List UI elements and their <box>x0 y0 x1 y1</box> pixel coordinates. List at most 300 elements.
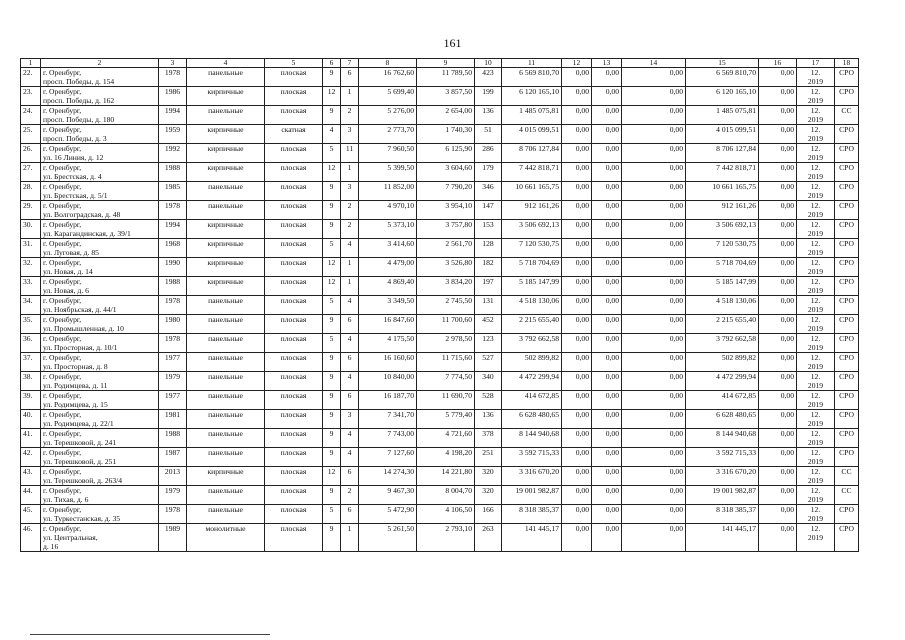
table-cell: 12. 2019 <box>797 125 835 144</box>
table-cell: 25. <box>21 125 41 144</box>
table-cell: 0,00 <box>622 391 686 410</box>
table-cell: 2 <box>341 220 359 239</box>
table-cell: 9 <box>323 106 341 125</box>
table-cell: 0,00 <box>759 315 797 334</box>
table-cell: 1986 <box>159 87 187 106</box>
table-cell: 1 <box>341 87 359 106</box>
table-cell: кирпичные <box>187 467 265 486</box>
table-cell: г. Оренбург, ул. Новая, д. 6 <box>41 277 159 296</box>
table-cell: 136 <box>475 106 502 125</box>
table-cell: 6 <box>341 315 359 334</box>
table-cell: 24. <box>21 106 41 125</box>
table-row <box>21 334 859 353</box>
table-cell: 4 <box>341 239 359 258</box>
table-cell: 5 <box>323 144 341 163</box>
table-cell: 9 467,30 <box>359 486 417 505</box>
table-cell: 1978 <box>159 68 187 87</box>
table-cell: 14 221,80 <box>417 467 475 486</box>
table-row <box>21 106 859 125</box>
table-cell: 199 <box>475 87 502 106</box>
table-cell: 0,00 <box>622 220 686 239</box>
table-cell: 1985 <box>159 182 187 201</box>
table-cell: 3 857,50 <box>417 87 475 106</box>
table-cell: 0,00 <box>562 296 592 315</box>
table-cell: 136 <box>475 410 502 429</box>
table-cell: 0,00 <box>592 144 622 163</box>
table-cell: 2 215 655,40 <box>502 315 562 334</box>
table-cell: 1 <box>341 277 359 296</box>
table-cell: 6 <box>341 353 359 372</box>
table-cell: 0,00 <box>759 182 797 201</box>
table-cell: 7 341,70 <box>359 410 417 429</box>
table-cell: плоская <box>265 429 323 448</box>
table-cell: 45. <box>21 505 41 524</box>
table-cell: плоская <box>265 220 323 239</box>
table-cell: 4 <box>341 372 359 391</box>
table-cell: 0,00 <box>562 410 592 429</box>
table-cell: СРО <box>835 220 859 239</box>
table-cell: 0,00 <box>622 163 686 182</box>
table-cell: 12. 2019 <box>797 182 835 201</box>
table-cell: 0,00 <box>759 372 797 391</box>
table-cell: 0,00 <box>622 144 686 163</box>
table-cell: кирпичные <box>187 144 265 163</box>
table-cell: 912 161,26 <box>502 201 562 220</box>
table-cell: 40. <box>21 410 41 429</box>
table-cell: 33. <box>21 277 41 296</box>
table-cell: 0,00 <box>759 467 797 486</box>
column-number-cell: 4 <box>187 59 265 68</box>
table-cell: 16 847,60 <box>359 315 417 334</box>
table-cell: 0,00 <box>622 258 686 277</box>
table-cell: 0,00 <box>759 68 797 87</box>
column-number-cell: 2 <box>41 59 159 68</box>
table-cell: СРО <box>835 296 859 315</box>
table-cell: г. Оренбург, ул. Ноябрьская, д. 44/1 <box>41 296 159 315</box>
table-cell: 1988 <box>159 163 187 182</box>
table-cell: 0,00 <box>759 505 797 524</box>
table-cell: 6 628 480,65 <box>502 410 562 429</box>
table-cell: кирпичные <box>187 277 265 296</box>
table-cell: 12. 2019 <box>797 353 835 372</box>
table-row <box>21 372 859 391</box>
table-cell: 0,00 <box>592 429 622 448</box>
table-cell: 12. 2019 <box>797 239 835 258</box>
table-cell: 0,00 <box>562 258 592 277</box>
table-cell: 7 790,20 <box>417 182 475 201</box>
table-cell: 452 <box>475 315 502 334</box>
table-cell: 5 779,40 <box>417 410 475 429</box>
table-cell: 346 <box>475 182 502 201</box>
table-cell: 12. 2019 <box>797 524 835 552</box>
table-cell: 0,00 <box>759 277 797 296</box>
table-cell: 912 161,26 <box>686 201 759 220</box>
table-cell: 12 <box>323 258 341 277</box>
table-cell: 34. <box>21 296 41 315</box>
table-cell: 128 <box>475 239 502 258</box>
table-cell: 5 185 147,99 <box>686 277 759 296</box>
table-cell: 29. <box>21 201 41 220</box>
table-cell: плоская <box>265 163 323 182</box>
table-row <box>21 391 859 410</box>
table-cell: 12 <box>323 163 341 182</box>
table-cell: 0,00 <box>759 144 797 163</box>
table-cell: 0,00 <box>562 505 592 524</box>
table-cell: СРО <box>835 315 859 334</box>
table-row <box>21 410 859 429</box>
table-cell: 0,00 <box>562 144 592 163</box>
table-cell: 0,00 <box>622 296 686 315</box>
table-cell: 0,00 <box>562 467 592 486</box>
table-cell: СРО <box>835 353 859 372</box>
table-cell: г. Оренбург, просп. Победы, д. 154 <box>41 68 159 87</box>
table-cell: 4 175,50 <box>359 334 417 353</box>
table-cell: 0,00 <box>622 68 686 87</box>
table-cell: плоская <box>265 106 323 125</box>
table-cell: 0,00 <box>592 505 622 524</box>
table-cell: 4 015 099,51 <box>502 125 562 144</box>
table-cell: 5 <box>323 239 341 258</box>
table-cell: кирпичные <box>187 163 265 182</box>
table-cell: г. Оренбург, ул. Родимцева, д. 15 <box>41 391 159 410</box>
table-cell: монолитные <box>187 524 265 552</box>
table-cell: 2 773,70 <box>359 125 417 144</box>
table-cell: 0,00 <box>592 182 622 201</box>
table-cell: 3 592 715,33 <box>502 448 562 467</box>
table-cell: 0,00 <box>622 125 686 144</box>
table-cell: 11 852,00 <box>359 182 417 201</box>
table-cell: 0,00 <box>562 125 592 144</box>
table-cell: 3 792 662,58 <box>686 334 759 353</box>
table-cell: 0,00 <box>759 258 797 277</box>
table-cell: 123 <box>475 334 502 353</box>
table-cell: 7 120 530,75 <box>502 239 562 258</box>
table-cell: 0,00 <box>592 239 622 258</box>
table-cell: 1 <box>341 258 359 277</box>
table-cell: 8 144 940,68 <box>502 429 562 448</box>
table-cell: 12 <box>323 87 341 106</box>
table-cell: 0,00 <box>562 201 592 220</box>
table-cell: 6 120 165,10 <box>502 87 562 106</box>
table-cell: 0,00 <box>592 68 622 87</box>
table-cell: 5 373,10 <box>359 220 417 239</box>
table-cell: панельные <box>187 448 265 467</box>
table-cell: панельные <box>187 391 265 410</box>
table-cell: г. Оренбург, ул. Брестская, д. 4 <box>41 163 159 182</box>
table-cell: 0,00 <box>622 372 686 391</box>
table-cell: 1987 <box>159 448 187 467</box>
table-cell: 0,00 <box>622 467 686 486</box>
table-cell: 320 <box>475 486 502 505</box>
table-cell: 0,00 <box>562 524 592 552</box>
table-cell: 8 318 385,37 <box>502 505 562 524</box>
table-row <box>21 467 859 486</box>
table-cell: г. Оренбург, просп. Победы, д. 162 <box>41 87 159 106</box>
table-row <box>21 163 859 182</box>
table-cell: СРО <box>835 201 859 220</box>
table-cell: 0,00 <box>759 296 797 315</box>
table-cell: 0,00 <box>562 87 592 106</box>
table-cell: 12. 2019 <box>797 391 835 410</box>
table-cell: 10 661 165,75 <box>502 182 562 201</box>
table-cell: 0,00 <box>759 334 797 353</box>
table-cell: 340 <box>475 372 502 391</box>
table-row <box>21 486 859 505</box>
table-cell: 12. 2019 <box>797 505 835 524</box>
table-cell: 6 120 165,10 <box>686 87 759 106</box>
table-cell: 3 414,60 <box>359 239 417 258</box>
table-cell: плоская <box>265 68 323 87</box>
table-cell: скатная <box>265 125 323 144</box>
table-cell: 4 <box>341 334 359 353</box>
table-cell: 16 160,60 <box>359 353 417 372</box>
table-cell: 8 706 127,84 <box>502 144 562 163</box>
table-cell: 0,00 <box>592 524 622 552</box>
table-cell: 0,00 <box>759 429 797 448</box>
table-cell: 0,00 <box>622 353 686 372</box>
table-cell: 36. <box>21 334 41 353</box>
table-cell: плоская <box>265 144 323 163</box>
table-cell: 2013 <box>159 467 187 486</box>
table-cell: 1 740,30 <box>417 125 475 144</box>
table-cell: 0,00 <box>759 448 797 467</box>
table-cell: 0,00 <box>562 486 592 505</box>
table-cell: 0,00 <box>562 106 592 125</box>
table-cell: 0,00 <box>622 524 686 552</box>
table-cell: 1978 <box>159 505 187 524</box>
table-cell: СРО <box>835 68 859 87</box>
column-number-cell: 13 <box>592 59 622 68</box>
table-row <box>21 505 859 524</box>
table-cell: 0,00 <box>759 201 797 220</box>
table-cell: 1989 <box>159 524 187 552</box>
table-cell: СРО <box>835 524 859 552</box>
table-row <box>21 87 859 106</box>
table-cell: 5 718 704,69 <box>686 258 759 277</box>
table-cell: плоская <box>265 486 323 505</box>
table-cell: г. Оренбург, ул. Просторная, д. 10/1 <box>41 334 159 353</box>
table-cell: 141 445,17 <box>502 524 562 552</box>
table-cell: СРО <box>835 182 859 201</box>
table-cell: 4 <box>341 448 359 467</box>
table-cell: 527 <box>475 353 502 372</box>
table-cell: г. Оренбург, ул. Туркестанская, д. 35 <box>41 505 159 524</box>
table-cell: 19 001 982,87 <box>502 486 562 505</box>
table-cell: 4 198,20 <box>417 448 475 467</box>
table-cell: панельные <box>187 505 265 524</box>
table-cell: 263 <box>475 524 502 552</box>
table-cell: 1988 <box>159 429 187 448</box>
column-number-cell: 12 <box>562 59 592 68</box>
table-cell: 0,00 <box>622 239 686 258</box>
table-cell: 1 <box>341 163 359 182</box>
table-cell: 2 <box>341 201 359 220</box>
table-cell: 166 <box>475 505 502 524</box>
table-cell: г. Оренбург, ул. Просторная, д. 8 <box>41 353 159 372</box>
table-cell: 3 526,80 <box>417 258 475 277</box>
table-cell: 10 840,00 <box>359 372 417 391</box>
table-cell: СРО <box>835 87 859 106</box>
table-row <box>21 429 859 448</box>
table-cell: 0,00 <box>622 410 686 429</box>
table-cell: г. Оренбург, ул. Родимцева, д. 11 <box>41 372 159 391</box>
table-cell: 12. 2019 <box>797 258 835 277</box>
page-number: 161 <box>443 36 462 50</box>
table-cell: 0,00 <box>622 486 686 505</box>
table-cell: 5 185 147,99 <box>502 277 562 296</box>
table-cell: 44. <box>21 486 41 505</box>
table-cell: 2 561,70 <box>417 239 475 258</box>
table-cell: 16 762,60 <box>359 68 417 87</box>
table-cell: СРО <box>835 144 859 163</box>
table-cell: 4 015 099,51 <box>686 125 759 144</box>
table-cell: 4 518 130,06 <box>686 296 759 315</box>
table-row <box>21 315 859 334</box>
table-cell: 4 472 299,94 <box>502 372 562 391</box>
table-cell: 6 628 480,65 <box>686 410 759 429</box>
table-cell: 0,00 <box>592 391 622 410</box>
table-cell: 9 <box>323 372 341 391</box>
table-cell: 6 <box>341 467 359 486</box>
table-cell: 0,00 <box>562 239 592 258</box>
table-cell: 2 793,10 <box>417 524 475 552</box>
table-cell: 8 004,70 <box>417 486 475 505</box>
table-cell: 5 <box>323 334 341 353</box>
table-cell: 0,00 <box>592 163 622 182</box>
table-cell: 0,00 <box>592 467 622 486</box>
table-cell: 0,00 <box>592 125 622 144</box>
table-cell: плоская <box>265 391 323 410</box>
table-cell: 0,00 <box>562 315 592 334</box>
table-cell: СРО <box>835 258 859 277</box>
table-cell: 12. 2019 <box>797 277 835 296</box>
table-cell: СС <box>835 106 859 125</box>
table-cell: СРО <box>835 334 859 353</box>
table-cell: 0,00 <box>562 391 592 410</box>
table-cell: 35. <box>21 315 41 334</box>
column-number-cell: 10 <box>475 59 502 68</box>
table-cell: 0,00 <box>622 201 686 220</box>
column-number-cell: 9 <box>417 59 475 68</box>
table-cell: 28. <box>21 182 41 201</box>
table-cell: 12. 2019 <box>797 106 835 125</box>
table-cell: 0,00 <box>759 524 797 552</box>
table-cell: 5 <box>323 296 341 315</box>
table-cell: СРО <box>835 239 859 258</box>
table-cell: 0,00 <box>592 220 622 239</box>
table-cell: 7 743,00 <box>359 429 417 448</box>
table-cell: 4 869,40 <box>359 277 417 296</box>
table-cell: 320 <box>475 467 502 486</box>
table-cell: плоская <box>265 277 323 296</box>
table-row <box>21 125 859 144</box>
column-number-row <box>21 59 859 68</box>
table-cell: СРО <box>835 391 859 410</box>
table-cell: 22. <box>21 68 41 87</box>
table-cell: 6 <box>341 505 359 524</box>
table-cell: 11 690,70 <box>417 391 475 410</box>
table-cell: 8 144 940,68 <box>686 429 759 448</box>
table-cell: 8 706 127,84 <box>686 144 759 163</box>
table-cell: плоская <box>265 201 323 220</box>
table-cell: панельные <box>187 334 265 353</box>
table-cell: 0,00 <box>622 106 686 125</box>
table-cell: 1981 <box>159 410 187 429</box>
table-row <box>21 448 859 467</box>
column-number-cell: 1 <box>21 59 41 68</box>
table-cell: 12. 2019 <box>797 429 835 448</box>
table-cell: 9 <box>323 315 341 334</box>
table-cell: 12. 2019 <box>797 467 835 486</box>
table-cell: 12. 2019 <box>797 315 835 334</box>
table-cell: 3 316 670,20 <box>502 467 562 486</box>
table-cell: 1959 <box>159 125 187 144</box>
table-cell: 9 <box>323 486 341 505</box>
table-cell: 2 654,00 <box>417 106 475 125</box>
table-cell: кирпичные <box>187 258 265 277</box>
table-cell: 378 <box>475 429 502 448</box>
table-cell: 1978 <box>159 334 187 353</box>
table-cell: 0,00 <box>592 201 622 220</box>
table-cell: 0,00 <box>622 182 686 201</box>
table-cell: 12. 2019 <box>797 68 835 87</box>
table-cell: 502 899,82 <box>502 353 562 372</box>
table-cell: 3 757,80 <box>417 220 475 239</box>
table-cell: 0,00 <box>592 448 622 467</box>
table-cell: г. Оренбург, ул. Промышленная, д. 10 <box>41 315 159 334</box>
table-cell: 0,00 <box>759 353 797 372</box>
table-cell: 1978 <box>159 201 187 220</box>
table-cell: 1992 <box>159 144 187 163</box>
table-cell: 0,00 <box>562 182 592 201</box>
table-cell: 3 <box>341 125 359 144</box>
table-cell: 6 569 810,70 <box>502 68 562 87</box>
table-cell: 4 472 299,94 <box>686 372 759 391</box>
table-cell: 43. <box>21 467 41 486</box>
table-cell: СРО <box>835 505 859 524</box>
table-cell: 0,00 <box>562 448 592 467</box>
table-cell: 131 <box>475 296 502 315</box>
table-cell: 19 001 982,87 <box>686 486 759 505</box>
table-cell: 3 <box>341 410 359 429</box>
table-cell: 12. 2019 <box>797 486 835 505</box>
table-row <box>21 258 859 277</box>
table-cell: СРО <box>835 372 859 391</box>
table-cell: 0,00 <box>622 505 686 524</box>
table-cell: панельные <box>187 182 265 201</box>
table-cell: 1988 <box>159 277 187 296</box>
table-cell: 1978 <box>159 296 187 315</box>
table-cell: 4 970,10 <box>359 201 417 220</box>
table-cell: г. Оренбург, ул. Тихая, д. 6 <box>41 486 159 505</box>
column-number-cell: 17 <box>797 59 835 68</box>
table-cell: 9 <box>323 353 341 372</box>
table-cell: 7 774,50 <box>417 372 475 391</box>
table-cell: кирпичные <box>187 220 265 239</box>
table-cell: 12. 2019 <box>797 220 835 239</box>
table-cell: 41. <box>21 429 41 448</box>
table-cell: 0,00 <box>759 239 797 258</box>
table-cell: 4 721,60 <box>417 429 475 448</box>
table-cell: 3 834,20 <box>417 277 475 296</box>
table-cell: г. Оренбург, ул. Карагандинская, д. 39/1 <box>41 220 159 239</box>
table-cell: 4 479,00 <box>359 258 417 277</box>
column-number-cell: 15 <box>686 59 759 68</box>
table-cell: 3 506 692,13 <box>502 220 562 239</box>
table-cell: 39. <box>21 391 41 410</box>
table-cell: 3 <box>341 182 359 201</box>
table-cell: кирпичные <box>187 125 265 144</box>
